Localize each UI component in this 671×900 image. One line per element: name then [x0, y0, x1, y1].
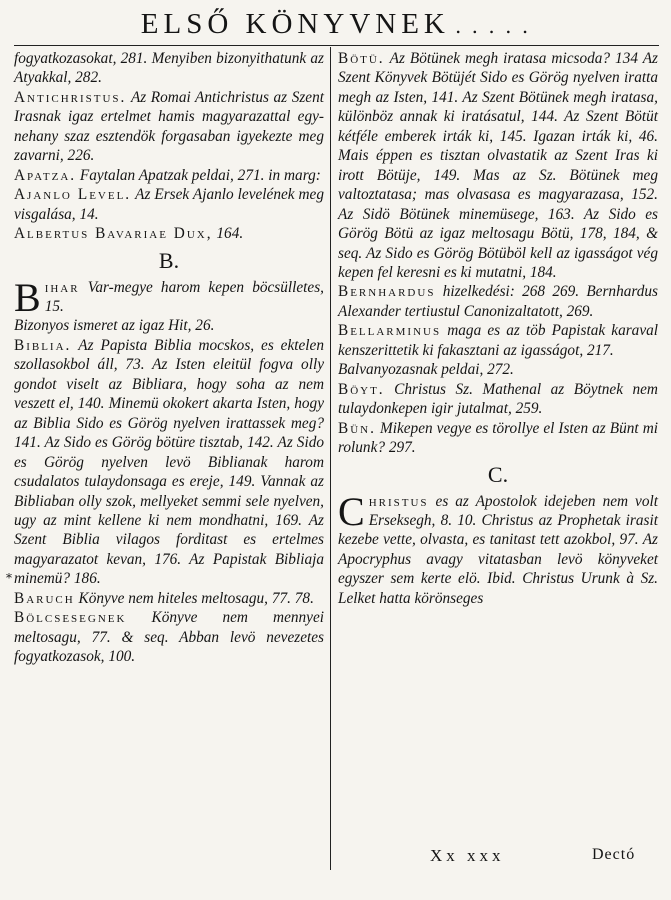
index-entry — [14, 608, 324, 666]
entry-head: Biblia. — [14, 336, 72, 354]
entry-body: Az Bötünek megh iratasa micsoda? 134 Az Szent Könyvek Bötüjét Sido es Görög nyelven iratta megh az Isten, 141. Az Szent Bötünek megh iratasa, különböz annak ki iratásatul, 144. Az Szent Bötüt kétféle emberek irták ki, 145. Igazan irták ki, 46. Mais éppen es tisztan olvastatik az Szent Iras ki irott Bötüje, 149. Mas az Sz. Bötünek meg valtoztatasa; mas olvasasa es magyarazasa, 152. Az Sidö Bötünek minemüsege, 163. Az Sido es Görög Bötü az igaz meltosagu Bötü, 178, 184, & seq. Az Sido es Görög Bötüböl kell az igasságot vég kepen fel keresni es ki mutatni, 184. — [338, 50, 658, 281]
entry-body: Balvanyozasnak peldai, 272. — [338, 361, 514, 379]
entry-head: Bölcsesegnek — [14, 609, 127, 627]
entry-body: Könyve nem mennyei meltosagu, 77. & seq. Abban levö nevezetes fogyatkozasok, 100. — [14, 609, 325, 666]
dropcap-letter: C — [338, 488, 365, 534]
entry-body: fogyatkozasokat, 281. Menyiben bizonyithatunk az Atyakkal, 282. — [14, 50, 324, 87]
entry-head: Antichristus. — [14, 88, 127, 106]
left-entries-top — [14, 49, 324, 244]
entry-head: Albertus Bavariae Dux, — [14, 225, 213, 243]
entry-head: Apatza. — [14, 166, 77, 184]
entry-body: Az Ersek Ajanlo levelének meg visgalása, 14. — [14, 186, 324, 223]
entry-body: Christus Sz. Mathenal az Böytnek nem tulaydonkepen igir jutalmat, 259. — [338, 380, 658, 418]
index-entry — [14, 185, 324, 224]
entry-body: Mikepen vegye es törollye el Isten az Bünt mi rolunk? 297. — [338, 419, 659, 457]
right-column — [338, 49, 658, 608]
header-rule — [14, 45, 659, 46]
running-title: ELSŐ KÖNYVNEK — [140, 8, 450, 40]
entry-body: Faytalan Apatzak peldai, 271. in marg: — [79, 166, 321, 184]
entry-body: Könyve nem hiteles meltosagu, 77. 78. — [78, 589, 314, 607]
running-title-dots: . . . . . — [454, 14, 531, 38]
entry-body: 164. — [216, 225, 244, 243]
index-entry — [14, 589, 324, 608]
entry-head: Bellarminus — [338, 322, 442, 340]
section-letter-c: C. — [487, 461, 509, 487]
index-entry — [338, 419, 658, 458]
index-entry — [14, 88, 324, 166]
index-entry — [338, 380, 658, 419]
dropcap-letter: B — [14, 274, 41, 320]
entry-body: hizelkedési: 268 269. Bernhardus Alexander tertiustul Canonizaltatott, 269. — [338, 283, 659, 320]
left-entries-bottom — [14, 316, 324, 666]
entry-body: Var-megye harom kepen böcsülletes, 15. — [44, 278, 324, 315]
index-entry — [14, 166, 324, 185]
index-entry — [14, 49, 324, 88]
index-entry — [14, 224, 324, 243]
index-entry-bihar — [14, 274, 324, 320]
entry-body: maga es az töb Papistak karaval kenszerittetik ki fakasztani az igasságot, 217. — [338, 322, 659, 359]
entry-body: Az Papista Biblia mocskos, es ektelen szollasokbol áll, 73. Az Isten eleitül fogva olly gondot viselt az Bibliara, hogy soha az nem veszett el, 140. Minemü okokert akarta Isten, hogy az Biblia Sido es Görög nyelven irattassek meg? 141. Az Sido es Görög bötüre tisztab, 142. Az Sido es Görög nyelven levö Biblianak harom csudalatos tulaydonsaga es ereje, 149. Vannak az Bibliaban olly szok, mellyeket semmi sele nyelven, ugy az mint kellene ki nem mondhatni, 169. Az Szent Biblia vilagos forditast es ertelmes magyarazatot kevan, 176. Az Papistak Bibliaja minemü? 186. — [14, 336, 324, 588]
right-entries-top — [338, 49, 658, 458]
margin-mark: * — [6, 571, 12, 585]
entry-body: Bizonyos ismeret az igaz Hit, 26. — [14, 317, 215, 335]
index-entry — [338, 360, 658, 379]
entry-head: ihar — [44, 278, 80, 296]
entry-head: Baruch — [14, 589, 75, 607]
entry-body: es az Apostolok idejeben nem volt Erseksegh, 8. 10. Christus az Prophetak irasit kezebe vette, olvasta, es tanitast tett azokbol, 97. Az Apocryphus avagy vitatasban levö könyveket egyszer sem kerte elö. Ibid. Christus Urunk à Sz. Lelket hatta körönseges — [338, 492, 658, 607]
signature-mark: Xx xxx — [430, 846, 505, 865]
index-entry — [14, 316, 324, 335]
entry-head: hristus — [368, 492, 429, 510]
column-divider — [330, 47, 331, 870]
left-column — [14, 49, 324, 667]
index-entry — [14, 336, 324, 589]
entry-head: Ajanlo Level. — [14, 186, 132, 204]
entry-head: Bernhardus — [338, 283, 436, 301]
entry-head: Bötü. — [338, 50, 385, 67]
page-header — [0, 4, 671, 44]
index-entry — [338, 49, 658, 282]
entry-body: Az Romai Antichristus az Szent Irasnak igaz ertelmet hamis magyarazattal egy-nehany szaz esztendök forgasaban igyekezte meg zavarni, 226. — [14, 88, 324, 165]
section-letter-b: B. — [158, 247, 180, 273]
index-entry — [338, 282, 658, 321]
index-entry-christus — [338, 488, 658, 609]
entry-head: Böyt. — [338, 380, 385, 398]
index-entry — [338, 321, 658, 360]
catchword: Dectó — [592, 846, 636, 863]
entry-head: Bün. — [338, 419, 376, 437]
